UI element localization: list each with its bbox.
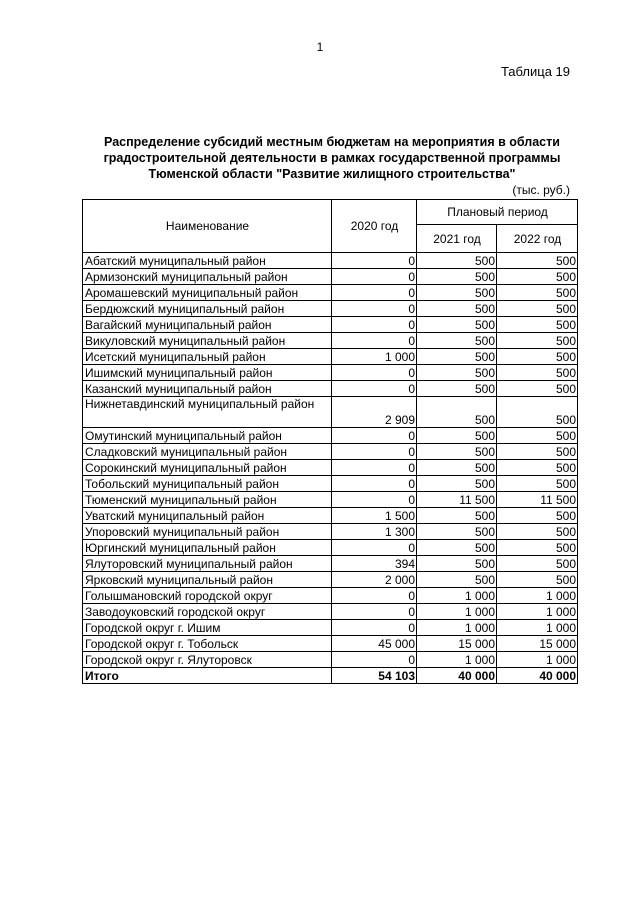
value-2021: 500 [417,556,497,572]
value-2020: 2 000 [332,572,417,588]
value-2021: 1 000 [417,620,497,636]
table-row [83,588,578,604]
value-2022: 1 000 [497,588,578,604]
municipality-name: Ишимский муниципальный район [83,365,332,381]
value-2020: 0 [332,428,417,444]
value-2020: 0 [332,301,417,317]
value-2022: 500 [497,253,578,269]
value-2020: 0 [332,444,417,460]
value-2021: 500 [417,476,497,492]
value-2021: 1 000 [417,588,497,604]
value-2022: 500 [497,556,578,572]
value-2022: 500 [497,333,578,349]
value-2021: 500 [417,333,497,349]
value-2022: 500 [497,301,578,317]
municipality-name: Казанский муниципальный район [83,381,332,397]
value-2020: 0 [332,253,417,269]
table-row [83,428,578,444]
value-2022: 500 [497,572,578,588]
value-2021: 500 [417,508,497,524]
value-2021: 500 [417,317,497,333]
table-row [83,253,578,269]
municipality-name: Сладковский муниципальный район [83,444,332,460]
value-2022: 500 [497,508,578,524]
value-2020: 0 [332,381,417,397]
municipality-name: Юргинский муниципальный район [83,540,332,556]
municipality-name: Тюменский муниципальный район [83,492,332,508]
value-2020: 0 [332,604,417,620]
header-year-2020: 2020 год [332,200,417,253]
value-2021: 500 [417,460,497,476]
municipality-name: Абатский муниципальный район [83,253,332,269]
municipality-name: Исетский муниципальный район [83,349,332,365]
table-row [83,556,578,572]
value-2022: 500 [497,540,578,556]
value-2020: 1 300 [332,524,417,540]
total-2021: 40 000 [417,668,497,684]
value-2021: 500 [417,572,497,588]
municipality-name: Аромашевский муниципальный район [83,285,332,301]
value-2020: 394 [332,556,417,572]
header-plan-period: Плановый период [417,200,578,225]
header-year-2021: 2021 год [417,225,497,253]
municipality-name: Сорокинский муниципальный район [83,460,332,476]
value-2022: 1 000 [497,652,578,668]
table-row [83,540,578,556]
value-2021: 500 [417,381,497,397]
table-row [83,381,578,397]
value-2020: 0 [332,333,417,349]
municipality-name: Городской округ г. Тобольск [83,636,332,652]
value-2021: 500 [417,285,497,301]
table-row [83,524,578,540]
value-2022: 1 000 [497,620,578,636]
table-row [83,444,578,460]
municipality-name: Тобольский муниципальный район [83,476,332,492]
value-2021: 500 [417,365,497,381]
municipality-name: Ярковский муниципальный район [83,572,332,588]
table-row [83,604,578,620]
header-row [83,200,578,225]
value-2020: 0 [332,365,417,381]
municipality-name: Городской округ г. Ишим [83,620,332,636]
value-2022: 500 [497,460,578,476]
value-2022: 500 [497,524,578,540]
table-row [83,365,578,381]
value-2020: 1 500 [332,508,417,524]
municipality-name: Армизонский муниципальный район [83,269,332,285]
table-row [83,652,578,668]
municipality-name: Вагайский муниципальный район [83,317,332,333]
value-2022: 500 [497,269,578,285]
value-2020: 0 [332,588,417,604]
table-row [83,285,578,301]
value-2021: 1 000 [417,604,497,620]
value-2022: 1 000 [497,604,578,620]
value-2021: 15 000 [417,636,497,652]
municipality-name: Бердюжский муниципальный район [83,301,332,317]
value-2022: 500 [497,381,578,397]
value-2020: 0 [332,652,417,668]
value-2021: 500 [417,269,497,285]
table-label: Таблица 19 [500,64,570,79]
value-2021: 500 [417,444,497,460]
table-row [83,397,578,428]
subsidy-table [82,199,578,684]
value-2020: 1 000 [332,349,417,365]
table-row [83,349,578,365]
table-row [83,333,578,349]
table-body [83,253,578,684]
municipality-name: Упоровский муниципальный район [83,524,332,540]
value-2020: 0 [332,540,417,556]
municipality-name: Заводоуковский городской округ [83,604,332,620]
value-2022: 15 000 [497,636,578,652]
table-row [83,636,578,652]
value-2022: 500 [497,349,578,365]
municipality-name: Голышмановский городской округ [83,588,332,604]
value-2022: 500 [497,476,578,492]
value-2022: 500 [497,365,578,381]
document-title [82,134,582,182]
municipality-name: Уватский муниципальный район [83,508,332,524]
value-2022: 500 [497,285,578,301]
table-row [83,317,578,333]
value-2022: 500 [497,317,578,333]
title-line: Тюменской области "Развитие жилищного строительства" [148,167,516,181]
table-row [83,269,578,285]
value-2020: 0 [332,476,417,492]
value-2020: 0 [332,620,417,636]
table-row [83,301,578,317]
municipality-name: Ялуторовский муниципальный район [83,556,332,572]
table-row [83,508,578,524]
value-2020: 0 [332,317,417,333]
value-2020: 0 [332,460,417,476]
table-row [83,572,578,588]
municipality-name: Викуловский муниципальный район [83,333,332,349]
title-line: градостроительной деятельности в рамках государственной программы [103,151,561,165]
value-2020: 0 [332,492,417,508]
header-year-2022: 2022 год [497,225,578,253]
value-2021: 11 500 [417,492,497,508]
value-2021: 500 [417,253,497,269]
value-2020: 0 [332,269,417,285]
value-2020: 2 909 [332,397,417,428]
value-2021: 500 [417,397,497,428]
table-row [83,476,578,492]
value-2020: 0 [332,285,417,301]
table-row [83,460,578,476]
value-2022: 500 [497,444,578,460]
value-2022: 500 [497,428,578,444]
value-2021: 500 [417,349,497,365]
value-2021: 500 [417,301,497,317]
table-row [83,492,578,508]
municipality-name: Омутинский муниципальный район [83,428,332,444]
header-name: Наименование [83,200,332,253]
title-line: Распределение субсидий местным бюджетам на мероприятия в области [104,135,560,149]
total-2022: 40 000 [497,668,578,684]
municipality-name: Нижнетавдинский муниципальный район [83,397,332,428]
unit-note: (тыс. руб.) [512,183,570,197]
total-2020: 54 103 [332,668,417,684]
value-2021: 500 [417,540,497,556]
value-2021: 1 000 [417,652,497,668]
value-2021: 500 [417,524,497,540]
value-2022: 500 [497,397,578,428]
value-2021: 500 [417,428,497,444]
total-row [83,668,578,684]
municipality-name: Городской округ г. Ялуторовск [83,652,332,668]
total-label: Итого [83,668,332,684]
page-number: 1 [316,40,324,54]
value-2022: 11 500 [497,492,578,508]
value-2020: 45 000 [332,636,417,652]
table-row [83,620,578,636]
